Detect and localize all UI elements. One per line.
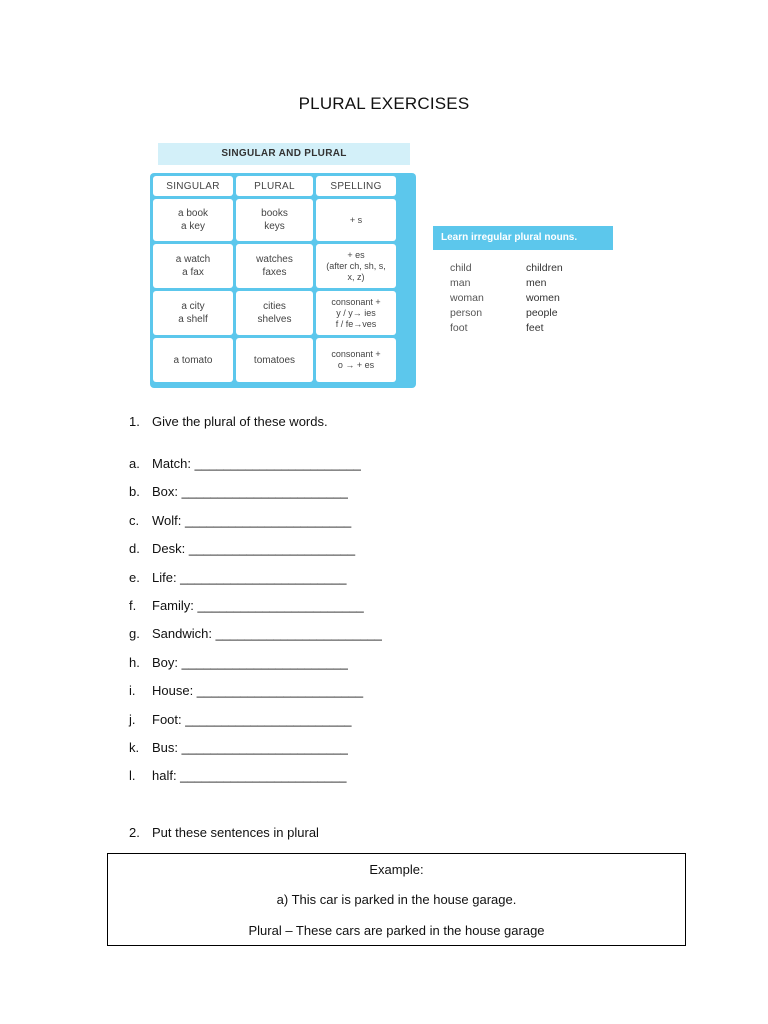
irregular-singular: woman	[450, 292, 484, 304]
item-text: Wolf: _______________________	[152, 512, 352, 528]
irregular-singular: man	[450, 277, 471, 289]
list-item[interactable]	[129, 625, 382, 653]
spelling-cell: consonant + o → + es	[316, 338, 396, 382]
exercise-list	[129, 455, 382, 796]
item-letter: j.	[129, 711, 136, 727]
singular-cell: a city a shelf	[153, 291, 233, 335]
singular-plural-table	[150, 173, 416, 388]
column-header: SINGULAR	[153, 176, 233, 196]
example-sentence: a) This car is parked in the house garage.	[276, 892, 517, 907]
list-item	[450, 261, 610, 276]
item-letter: a.	[129, 456, 140, 471]
spelling-cell: + es (after ch, sh, s, x, z)	[316, 244, 396, 288]
singular-cell: a tomato	[153, 338, 233, 382]
list-item	[450, 321, 610, 336]
page-title: PLURAL EXERCISES	[298, 94, 470, 113]
irregular-singular: child	[450, 262, 472, 274]
column-header: PLURAL	[236, 176, 313, 196]
spelling-cell: + s	[316, 199, 396, 241]
question-text: Put these sentences in plural	[152, 825, 319, 840]
list-item	[450, 306, 610, 321]
item-letter: e.	[129, 569, 140, 585]
item-text: Match: _______________________	[152, 456, 361, 471]
item-letter: c.	[129, 512, 140, 528]
list-item[interactable]	[129, 569, 382, 597]
list-item[interactable]	[129, 597, 382, 625]
plural-cell: watches faxes	[236, 244, 313, 288]
plural-cell: tomatoes	[236, 338, 313, 382]
list-item[interactable]	[129, 540, 382, 568]
grammar-reference-image	[150, 141, 620, 391]
list-item[interactable]	[129, 682, 382, 710]
table-row	[153, 199, 413, 241]
example-box	[107, 853, 686, 946]
list-item[interactable]	[129, 455, 382, 483]
example-label: Example:	[369, 862, 424, 877]
list-item[interactable]	[129, 767, 382, 795]
irregular-plural: women	[526, 292, 560, 304]
question-number: 1.	[129, 414, 140, 429]
irregular-plural: feet	[526, 322, 544, 334]
question-2-heading	[129, 825, 319, 840]
item-text: Bus: _______________________	[152, 739, 348, 755]
table-header-row	[153, 176, 413, 196]
irregular-plural: children	[526, 262, 563, 274]
item-text: House: _______________________	[152, 683, 364, 699]
item-text: Box: _______________________	[152, 484, 348, 500]
plural-cell: books keys	[236, 199, 313, 241]
irregular-singular: foot	[450, 322, 468, 334]
spelling-cell: consonant + y / y→ ies f / fe→ves	[316, 291, 396, 335]
list-item	[450, 291, 610, 306]
item-text: half: _______________________	[152, 768, 347, 784]
item-text: Desk: _______________________	[152, 541, 356, 557]
list-item	[450, 276, 610, 291]
item-letter: i.	[129, 683, 136, 699]
item-letter: b.	[129, 484, 140, 500]
list-item[interactable]	[129, 483, 382, 511]
list-item[interactable]	[129, 711, 382, 739]
question-number: 2.	[129, 825, 140, 840]
item-text: Foot: _______________________	[152, 711, 352, 727]
list-item[interactable]	[129, 739, 382, 767]
list-item[interactable]	[129, 512, 382, 540]
singular-cell: a watch a fax	[153, 244, 233, 288]
list-item[interactable]	[129, 654, 382, 682]
table-heading: SINGULAR AND PLURAL	[158, 143, 410, 165]
irregular-singular: person	[450, 307, 483, 319]
irregular-nouns-list	[450, 261, 610, 336]
singular-cell: a book a key	[153, 199, 233, 241]
item-letter: f.	[129, 597, 137, 613]
table-row	[153, 338, 413, 382]
question-1-heading	[129, 414, 328, 429]
plural-cell: cities shelves	[236, 291, 313, 335]
item-letter: d.	[129, 541, 140, 557]
item-letter: l.	[129, 768, 136, 784]
irregular-nouns-title: Learn irregular plural nouns.	[433, 226, 613, 250]
item-letter: k.	[129, 739, 140, 755]
table-row	[153, 244, 413, 288]
table-row	[153, 291, 413, 335]
item-letter: g.	[129, 626, 140, 642]
item-text: Sandwich: _______________________	[152, 626, 382, 642]
item-text: Life: _______________________	[152, 569, 347, 585]
item-text: Boy: _______________________	[152, 654, 348, 670]
irregular-plural: men	[526, 277, 547, 289]
example-plural: Plural – These cars are parked in the house garage	[248, 923, 545, 938]
irregular-plural: people	[526, 307, 558, 319]
item-letter: h.	[129, 654, 140, 670]
column-header: SPELLING	[316, 176, 396, 196]
item-text: Family: _______________________	[152, 597, 364, 613]
question-text: Give the plural of these words.	[152, 414, 328, 429]
